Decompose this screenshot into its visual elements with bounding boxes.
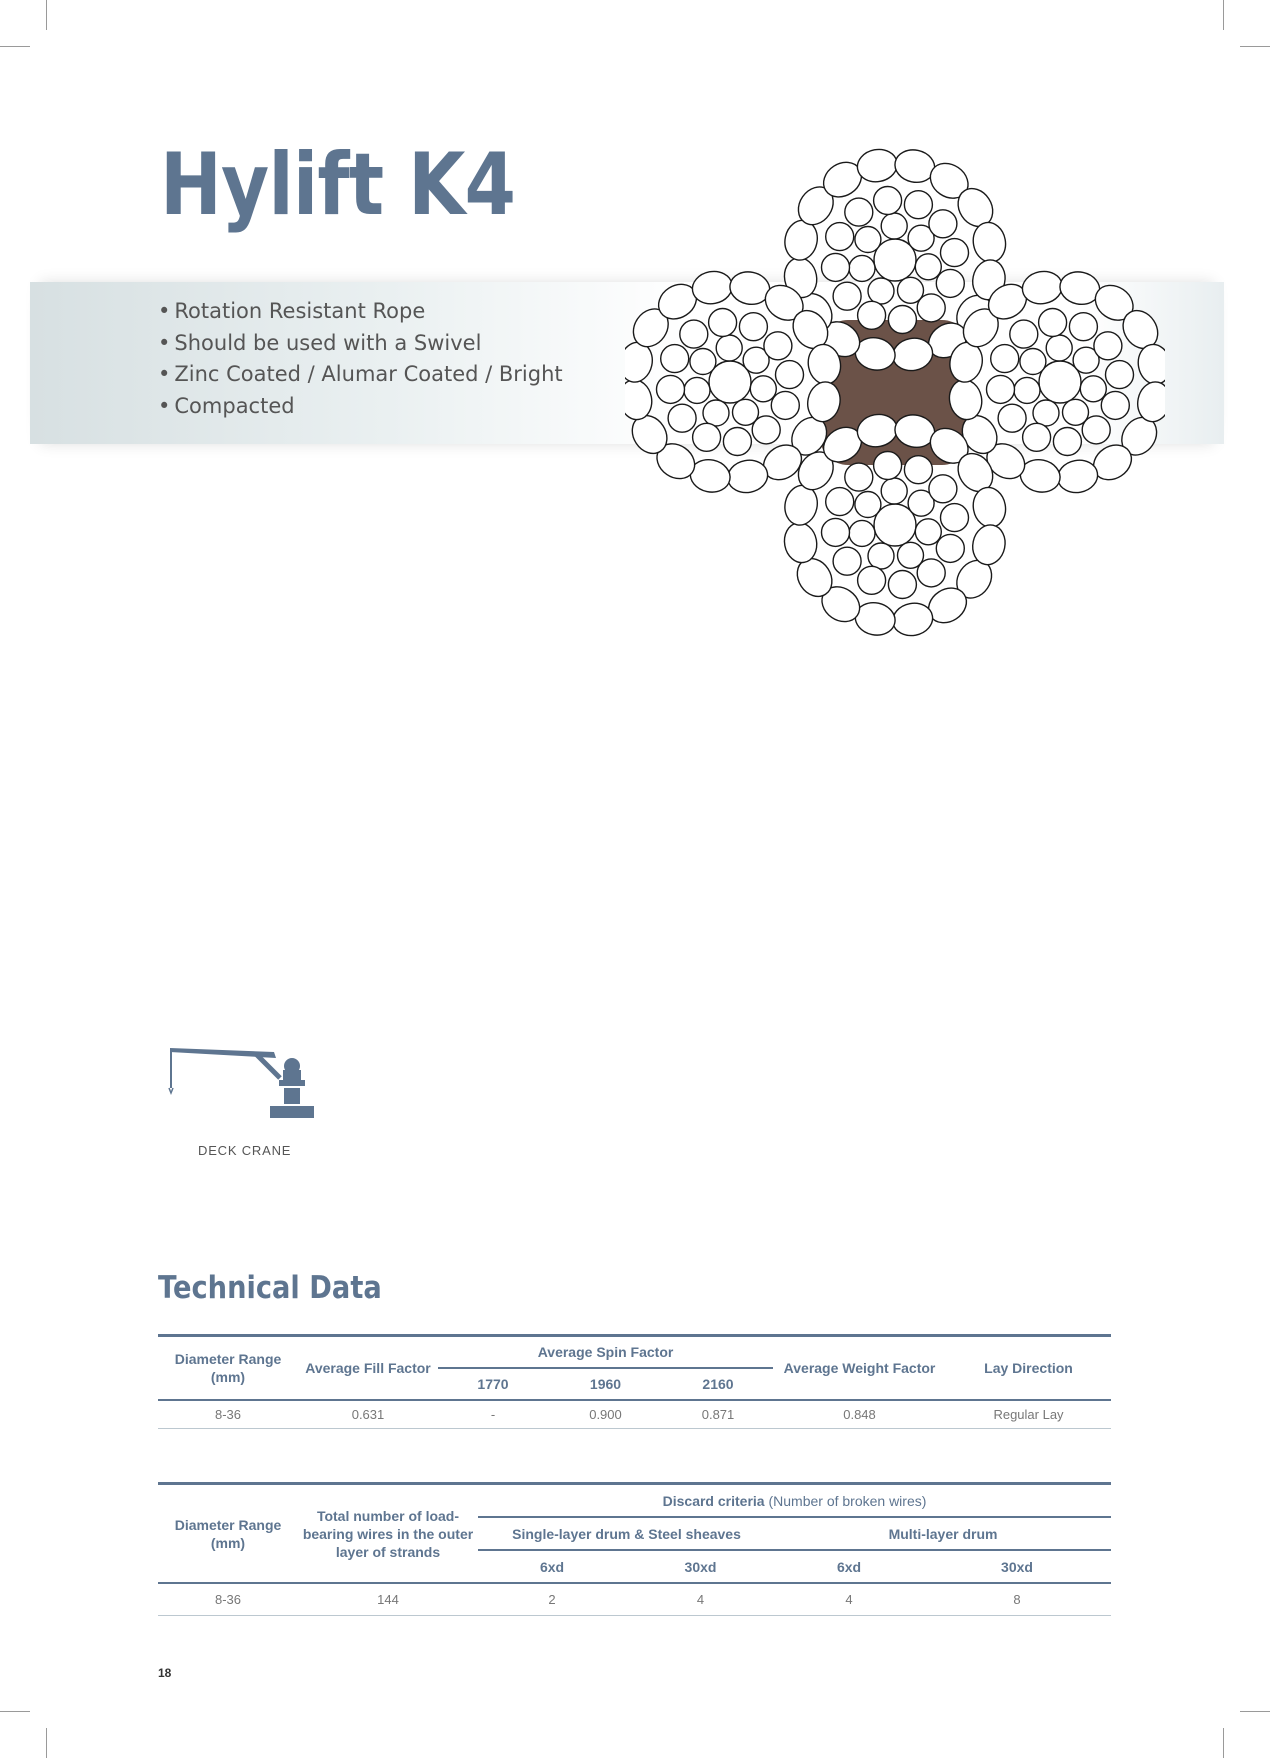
column-header: 1960 xyxy=(548,1368,663,1400)
feature-list xyxy=(158,296,563,422)
rope-wire xyxy=(849,255,875,281)
rope-wire xyxy=(1039,309,1067,337)
rope-wire xyxy=(904,456,932,484)
rope-wire xyxy=(684,377,710,403)
table-cell: 8 xyxy=(923,1583,1111,1616)
column-header: Lay Direction xyxy=(946,1336,1111,1401)
crop-mark xyxy=(1240,1711,1270,1712)
product-title: Hylift K4 xyxy=(160,135,516,235)
rope-wire xyxy=(1106,361,1134,389)
rope-wire xyxy=(904,191,932,219)
feature-item: • Rotation Resistant Rope xyxy=(158,296,563,328)
rope-wire xyxy=(771,391,799,419)
rope-wire xyxy=(991,345,1019,373)
crop-mark xyxy=(1240,46,1270,47)
rope-wire xyxy=(750,376,776,402)
column-group-header: Multi-layer drum xyxy=(775,1517,1111,1550)
table-cell: - xyxy=(438,1400,548,1429)
crop-mark xyxy=(1223,1728,1224,1758)
column-header: 1770 xyxy=(438,1368,548,1400)
rope-wire xyxy=(833,547,861,575)
table-cell: Regular Lay xyxy=(946,1400,1111,1429)
column-header: Diameter Range (mm) xyxy=(158,1336,298,1401)
rope-wire xyxy=(752,416,780,444)
rope-wire xyxy=(826,488,854,516)
column-header: 2160 xyxy=(663,1368,773,1400)
rope-wire xyxy=(1046,335,1072,361)
rope-wire xyxy=(929,475,957,503)
rope-wire xyxy=(703,400,729,426)
rope-wire xyxy=(1033,400,1059,426)
rope-wire xyxy=(1101,391,1129,419)
table-cell: 0.900 xyxy=(548,1400,663,1429)
rope-wire xyxy=(826,223,854,251)
crop-mark xyxy=(46,0,47,30)
table-cell: 144 xyxy=(298,1583,478,1616)
rope-wire xyxy=(739,313,767,341)
table-cell: 4 xyxy=(626,1583,775,1616)
rope-wire xyxy=(1010,320,1038,348)
crop-mark xyxy=(0,1711,30,1712)
rope-wire xyxy=(1069,313,1097,341)
rope-wire xyxy=(998,404,1026,432)
column-header: 30xd xyxy=(626,1550,775,1583)
column-header: Total number of load-bearing wires in the outer layer of strands xyxy=(298,1484,478,1584)
rope-wire xyxy=(680,320,708,348)
rope-wire xyxy=(709,309,737,337)
feature-item: • Should be used with a Swivel xyxy=(158,328,563,360)
table-row xyxy=(158,1583,1111,1616)
crop-mark xyxy=(0,46,30,47)
rope-wire xyxy=(849,520,875,546)
column-header: Average Fill Factor xyxy=(298,1336,438,1401)
discard-criteria-table xyxy=(158,1482,1111,1616)
rope-wire xyxy=(1014,377,1040,403)
feature-item: • Zinc Coated / Alumar Coated / Bright xyxy=(158,359,563,391)
rope-wire xyxy=(855,492,881,518)
rope-wire xyxy=(936,269,964,297)
column-header: 6xd xyxy=(775,1550,923,1583)
rope-wire xyxy=(845,198,873,226)
rope-wire xyxy=(657,375,685,403)
rope-wire xyxy=(874,187,902,215)
rope-wire xyxy=(917,294,945,322)
rope-wire xyxy=(917,559,945,587)
deck-crane-icon xyxy=(162,1040,322,1122)
rope-wire xyxy=(874,452,902,480)
rope-wire xyxy=(1023,423,1051,451)
column-header: 6xd xyxy=(478,1550,626,1583)
rope-wire xyxy=(858,301,886,329)
rope-wire xyxy=(868,543,894,569)
rope-wire xyxy=(764,332,792,360)
rope-wire xyxy=(661,345,689,373)
table-cell: 8-36 xyxy=(158,1400,298,1429)
table-cell: 8-36 xyxy=(158,1583,298,1616)
technical-data-table xyxy=(158,1334,1111,1429)
column-header: Diameter Range (mm) xyxy=(158,1484,298,1584)
discard-criteria-note: (Number of broken wires) xyxy=(768,1492,927,1509)
section-title: Technical Data xyxy=(158,1270,382,1306)
rope-wire xyxy=(833,282,861,310)
column-header: 30xd xyxy=(923,1550,1111,1583)
rope-wire xyxy=(915,254,941,280)
column-header: Average Weight Factor xyxy=(773,1336,946,1401)
rope-wire xyxy=(855,227,881,253)
page-number: 18 xyxy=(158,1666,172,1680)
rope-wire xyxy=(822,253,850,281)
rope-wire xyxy=(868,278,894,304)
crop-mark xyxy=(1223,0,1224,30)
rope-wire xyxy=(1080,376,1106,402)
table-cell: 4 xyxy=(775,1583,923,1616)
rope-wire xyxy=(858,566,886,594)
rope-wire xyxy=(822,518,850,546)
rope-wire xyxy=(668,404,696,432)
rope-wire xyxy=(936,534,964,562)
column-group-header xyxy=(478,1484,1111,1518)
application-label: DECK CRANE xyxy=(198,1143,292,1158)
rope-wire xyxy=(1053,428,1081,456)
table-cell: 2 xyxy=(478,1583,626,1616)
rope-wire xyxy=(941,504,969,532)
table-cell: 0.631 xyxy=(298,1400,438,1429)
rope-wire xyxy=(776,361,804,389)
table-cell: 0.848 xyxy=(773,1400,946,1429)
feature-item: • Compacted xyxy=(158,391,563,423)
rope-wire xyxy=(693,423,721,451)
rope-wire xyxy=(1094,332,1122,360)
rope-wire xyxy=(716,335,742,361)
table-row xyxy=(158,1400,1111,1429)
rope-wire xyxy=(929,210,957,238)
rope-wire xyxy=(881,478,907,504)
discard-criteria-label: Discard criteria xyxy=(662,1492,765,1509)
rope-wire xyxy=(987,375,1015,403)
crop-mark xyxy=(46,1728,47,1758)
rope-wire xyxy=(723,428,751,456)
rope-wire xyxy=(941,239,969,267)
rope-wire xyxy=(1020,349,1046,375)
table-cell: 0.871 xyxy=(663,1400,773,1429)
rope-wire xyxy=(915,519,941,545)
rope-wire xyxy=(881,213,907,239)
rope-cross-section-diagram xyxy=(625,120,1165,665)
rope-wire xyxy=(845,463,873,491)
rope-wire xyxy=(888,306,916,334)
column-group-header: Average Spin Factor xyxy=(438,1336,773,1369)
rope-wire xyxy=(1082,416,1110,444)
rope-wire xyxy=(888,571,916,599)
rope-wire xyxy=(690,349,716,375)
column-group-header: Single-layer drum & Steel sheaves xyxy=(478,1517,775,1550)
